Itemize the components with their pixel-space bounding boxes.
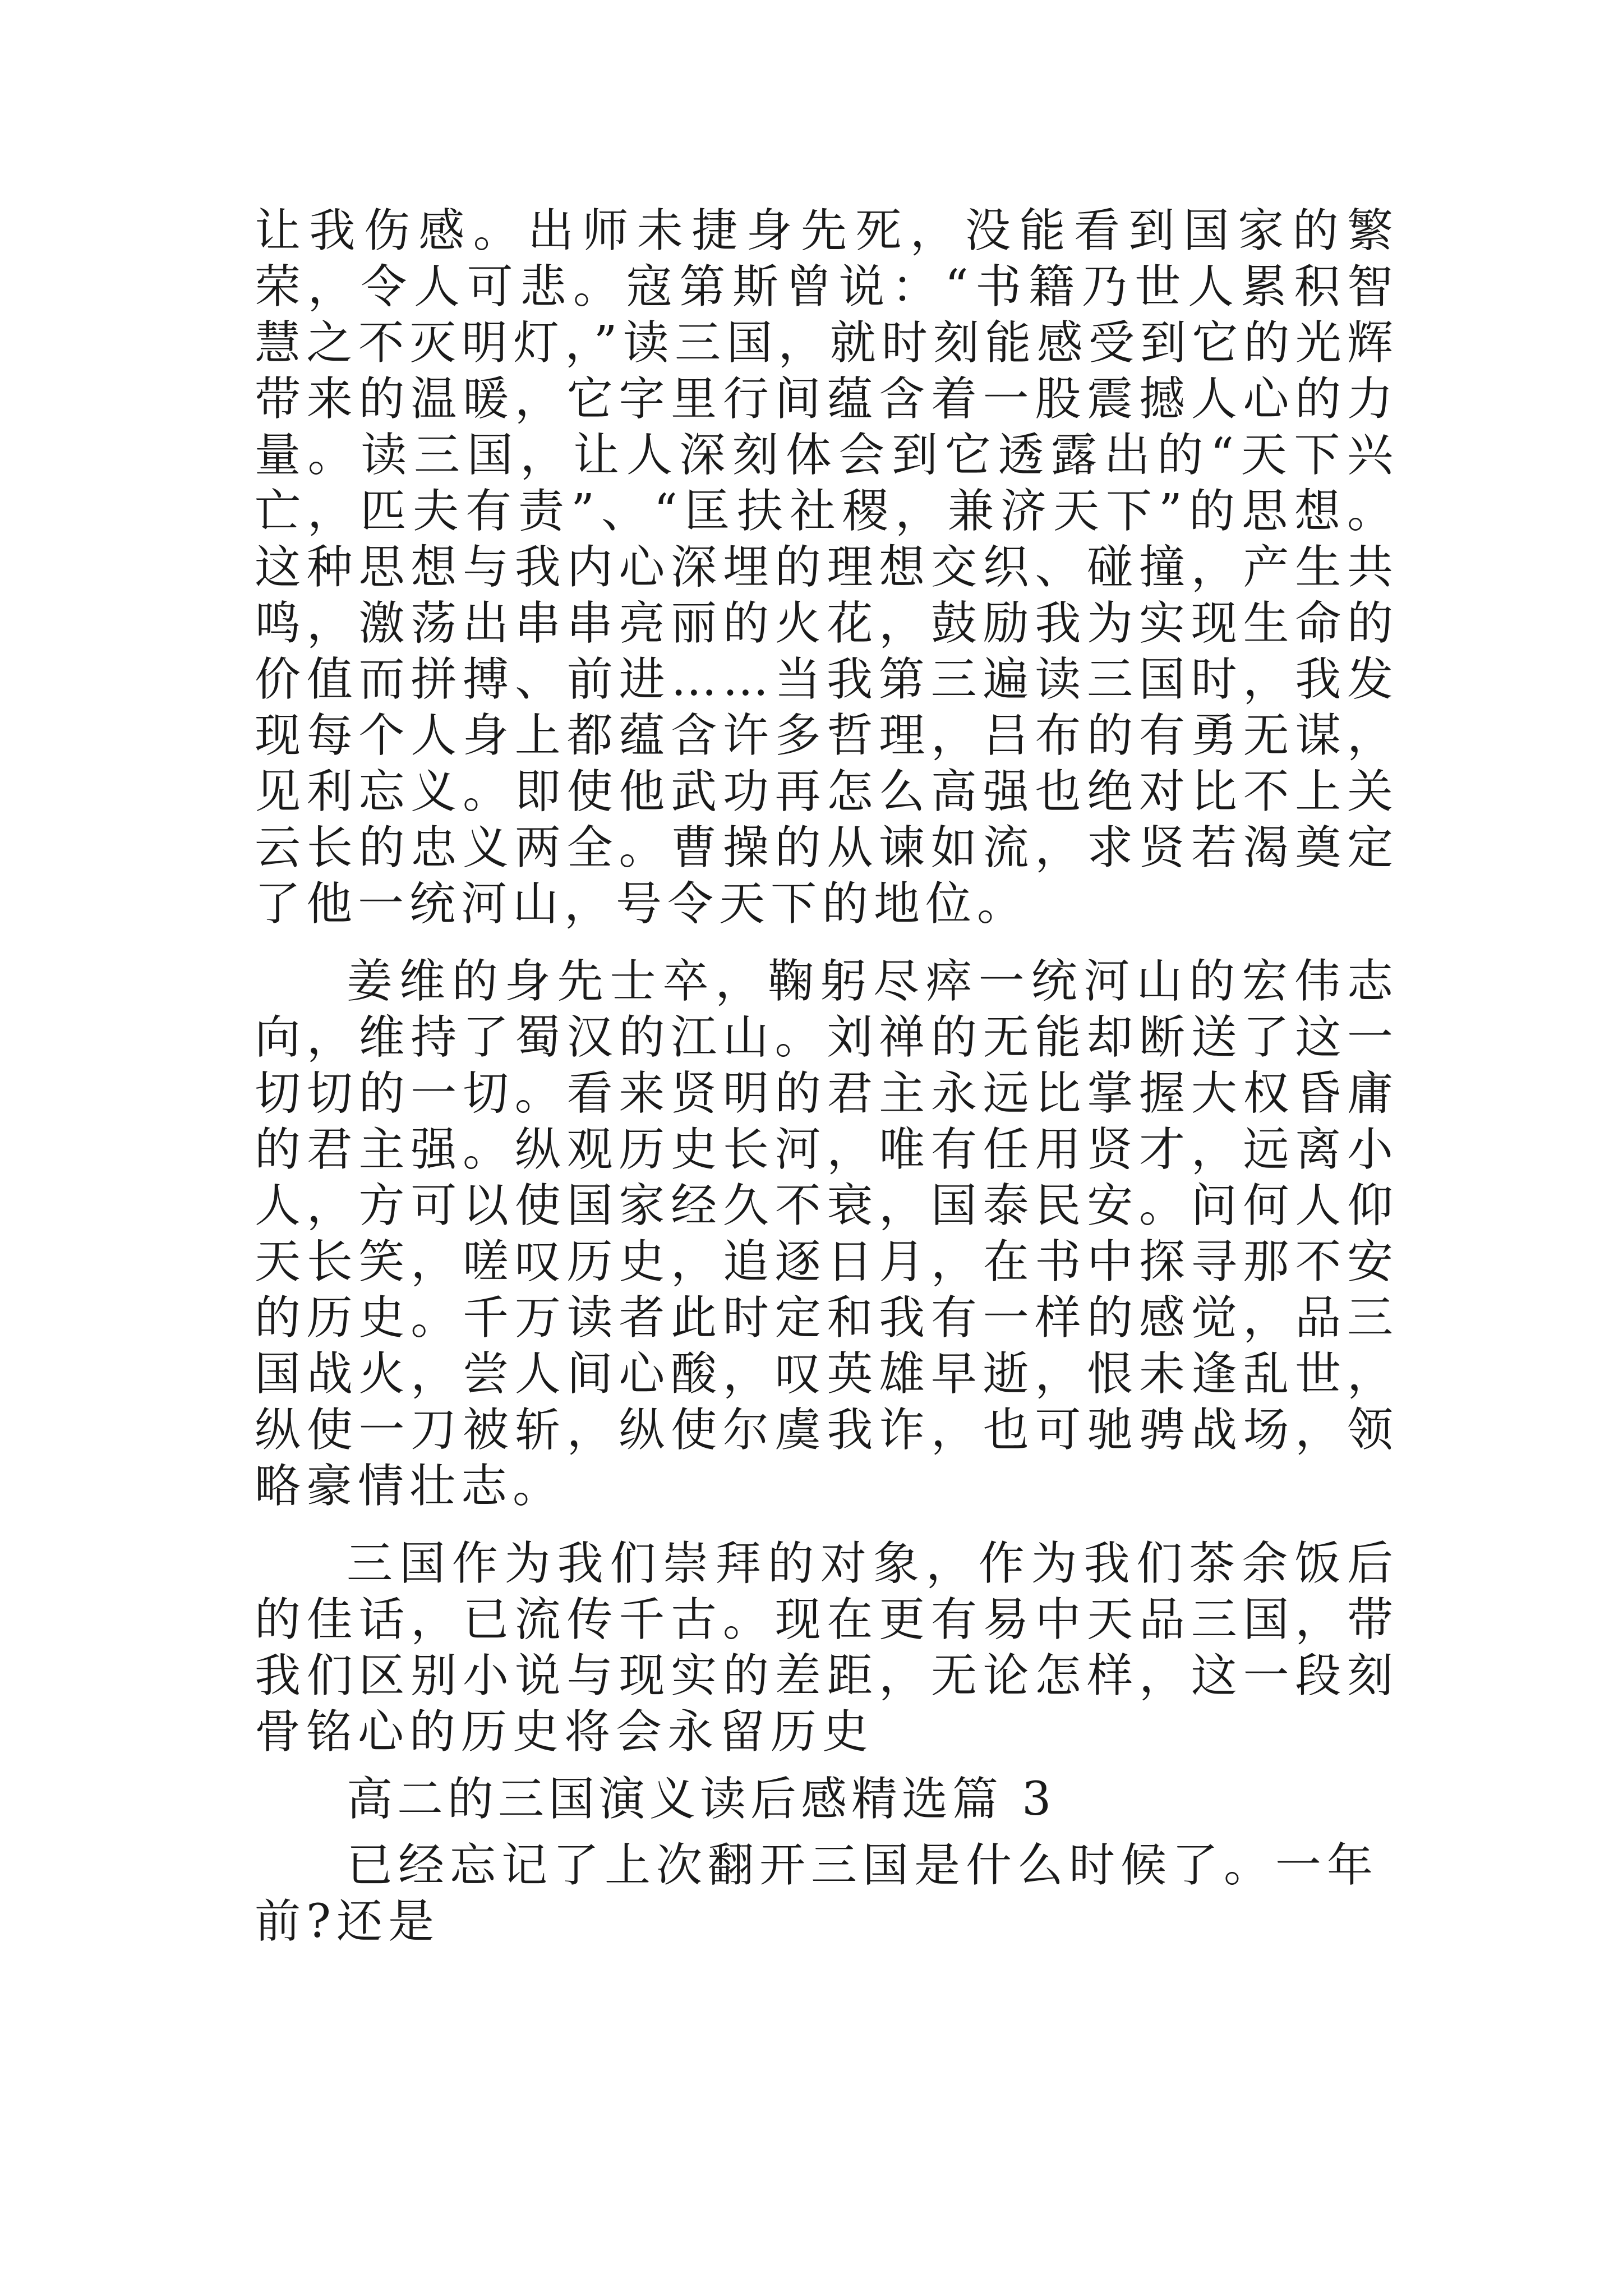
paragraph-three-kingdoms: 三国作为我们崇拜的对象，作为我们茶余饭后的佳话，已流传千古。现在更有易中天品三国，带我们区别小说与现实的差距，无论怎样，这一段刻骨铭心的历史将会永留历史 [255,1537,1399,1759]
document-body [255,203,1399,1950]
paragraph-jiang-wei: 姜维的身先士卒，鞠躬尽瘁一统河山的宏伟志向，维持了蜀汉的江山。刘禅的无能却断送了这一切切的一切。看来贤明的君主永远比掌握大权昏庸的君主强。纵观历史长河，唯有任用贤才，远离小人，方可以使国家经久不衰，国泰民安。问何人仰天长笑，嗟叹历史，追逐日月，在书中探寻那不安的历史。千万读者此时定和我有一样的感觉，品三国战火，尝人间心酸，叹英雄早逝，恨未逢乱世，纵使一刀被斩，纵使尔虞我诈，也可驰骋战场，领略豪情壮志。 [255,955,1399,1513]
paragraph-continued: 让我伤感。出师未捷身先死，没能看到国家的繁荣，令人可悲。寇第斯曾说：“书籍乃世人累积智慧之不灭明灯，”读三国，就时刻能感受到它的光辉带来的温暖，它字里行间蕴含着一股震撼人心的力量。读三国，让人深刻体会到它透露出的“天下兴亡，匹夫有责”、“匡扶社稷，兼济天下”的思想。这种思想与我内心深埋的理想交织、碰撞，产生共鸣，激荡出串串亮丽的火花，鼓励我为实现生命的价值而拼搏、前进……当我第三遍读三国时，我发现每个人身上都蕴含许多哲理，吕布的有勇无谋，见利忘义。即使他武功再怎么高强也绝对比不上关云长的忠义两全。曹操的从谏如流，求贤若渴奠定了他一统河山，号令天下的地位。 [255,204,1399,931]
paragraph-start: 已经忘记了上次翻开三国是什么时候了。一年前?还是 [255,1839,1379,1948]
section-heading: 高二的三国演义读后感精选篇 3 [347,1773,1056,1826]
